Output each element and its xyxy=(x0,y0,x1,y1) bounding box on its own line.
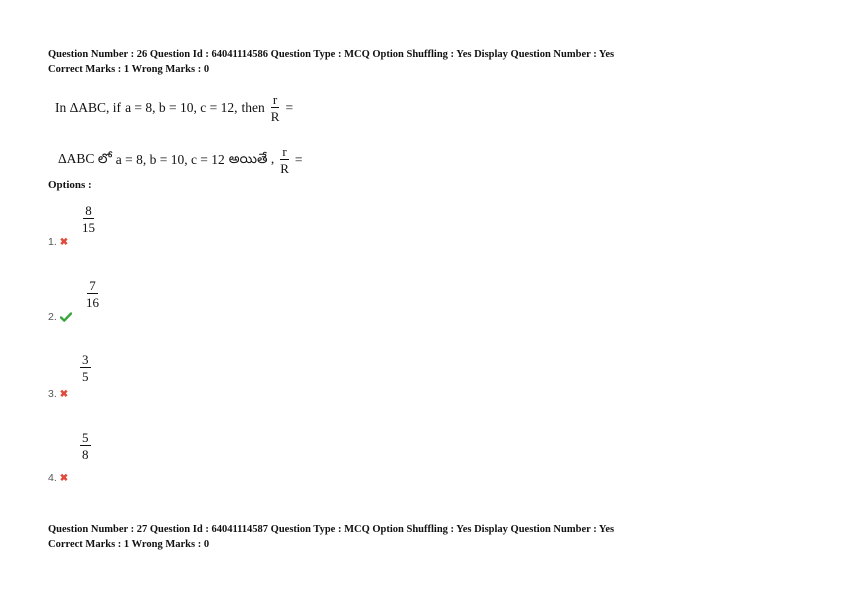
option-2-numerator: 7 xyxy=(89,278,96,293)
option-2-fraction xyxy=(84,279,101,309)
english-prefix: In ΔABC, if xyxy=(55,100,122,115)
question-27-header xyxy=(48,522,614,552)
option-3-numerator: 3 xyxy=(82,352,89,367)
option-4-number: 4. xyxy=(48,472,57,484)
question-26-meta-line1: Question Number : 26 Question Id : 64041114586 Question Type : MCQ Option Shuffling : Yes Display Question Number : Yes xyxy=(48,49,615,60)
cross-icon: ✖ xyxy=(59,236,69,248)
telugu-fraction xyxy=(278,145,291,175)
question-26-header xyxy=(48,47,614,77)
option-2-denominator: 16 xyxy=(86,295,99,310)
cross-icon: ✖ xyxy=(59,388,69,400)
telugu-frac-den: R xyxy=(280,161,289,176)
option-3-denominator: 5 xyxy=(82,369,89,384)
question-26-telugu-text xyxy=(58,145,303,175)
option-4-marker xyxy=(48,472,68,484)
option-3-number: 3. xyxy=(48,388,57,400)
telugu-suffix: = xyxy=(294,152,303,167)
english-frac-den: R xyxy=(270,109,280,124)
options-label: Options : xyxy=(48,179,92,191)
check-icon xyxy=(60,312,72,322)
option-1-number: 1. xyxy=(48,236,57,248)
english-values: a = 8, b = 10, c = 12, xyxy=(125,100,238,115)
telugu-frac-num: r xyxy=(282,144,287,159)
english-frac-num: r xyxy=(272,92,278,107)
option-2-number: 2. xyxy=(48,311,57,323)
option-4-numerator: 5 xyxy=(82,430,89,445)
telugu-values: a = 8, b = 10, c = 12 xyxy=(115,152,225,167)
question-26-english-text xyxy=(55,93,293,123)
question-27-meta-line2: Correct Marks : 1 Wrong Marks : 0 xyxy=(48,539,210,550)
option-1-marker xyxy=(48,236,68,248)
option-1-fraction xyxy=(80,204,97,234)
english-fraction xyxy=(269,93,282,123)
telugu-prefix: ΔABC లో xyxy=(58,150,112,166)
telugu-word: అయితే , xyxy=(228,150,275,166)
question-26-meta-line2: Correct Marks : 1 Wrong Marks : 0 xyxy=(48,64,210,75)
cross-icon: ✖ xyxy=(59,472,69,484)
question-27-meta-line1: Question Number : 27 Question Id : 64041114587 Question Type : MCQ Option Shuffling : Yes Display Question Number : Yes xyxy=(48,524,615,535)
option-2-marker xyxy=(48,311,72,323)
option-4-fraction xyxy=(80,431,91,461)
option-3-fraction xyxy=(80,353,91,383)
option-1-numerator: 8 xyxy=(85,203,92,218)
english-then: then xyxy=(241,100,265,115)
option-3-marker xyxy=(48,388,68,400)
option-4-denominator: 8 xyxy=(82,447,89,462)
option-1-denominator: 15 xyxy=(82,220,95,235)
english-suffix: = xyxy=(285,100,294,115)
